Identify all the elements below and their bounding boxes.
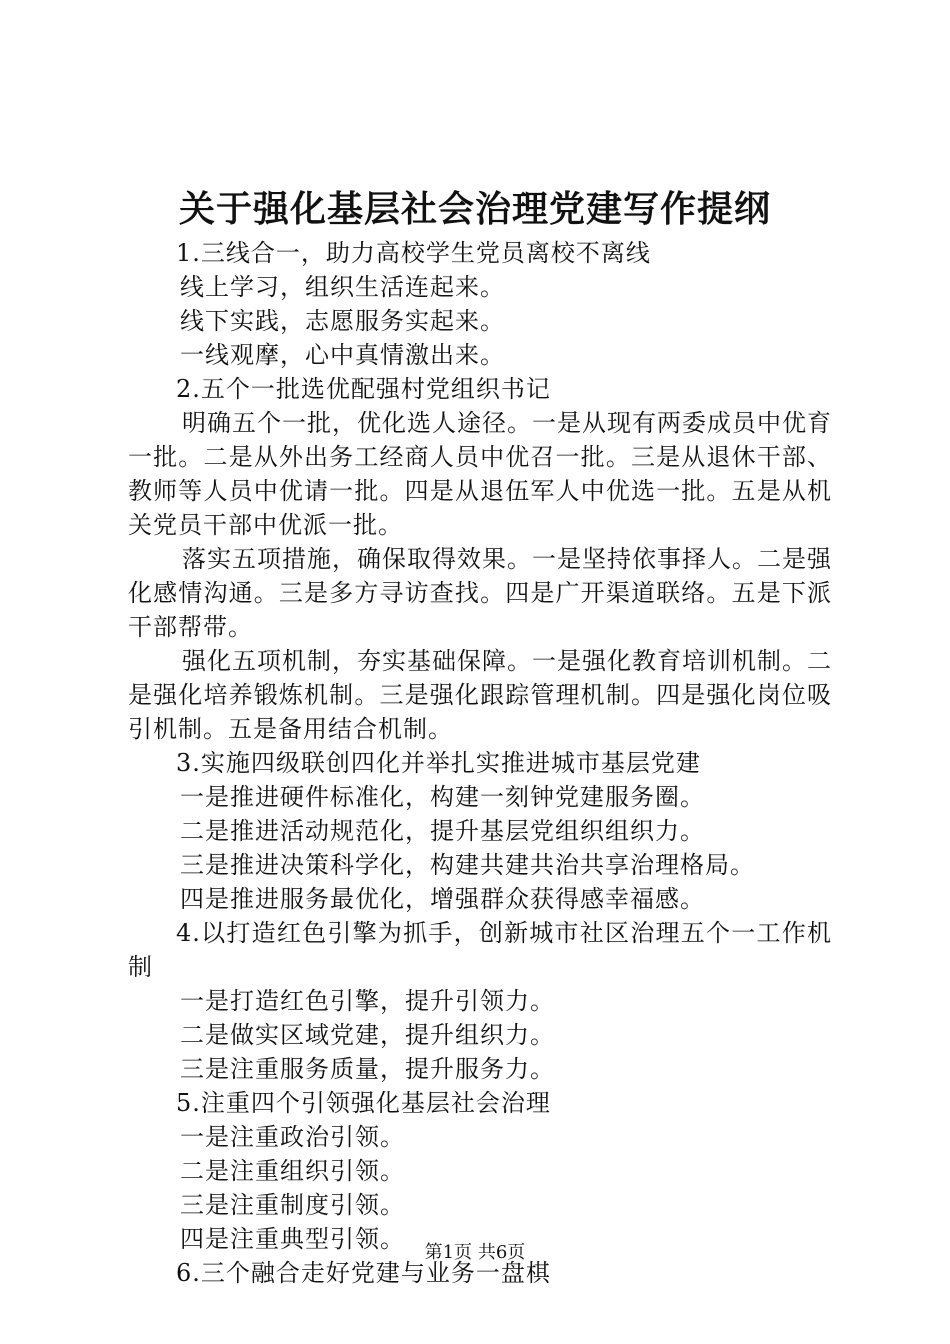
outline-item: 线下实践，志愿服务实起来。 [180, 307, 505, 335]
section-heading-5: 5.注重四个引领强化基层社会治理 [176, 1089, 551, 1117]
document-title: 关于强化基层社会治理党建写作提纲 [178, 188, 771, 230]
outline-item: 四是注重典型引领。 [180, 1225, 405, 1253]
section-heading-1: 1.三线合一，助力高校学生党员离校不离线 [176, 239, 651, 267]
outline-item: 二是推进活动规范化，提升基层党组织组织力。 [180, 817, 705, 845]
outline-item: 三是推进决策科学化，构建共建共治共享治理格局。 [180, 851, 755, 879]
outline-item: 二是注重组织引领。 [180, 1157, 405, 1185]
document-body [128, 236, 832, 1290]
outline-item: 三是注重服务质量，提升服务力。 [180, 1055, 555, 1083]
section-heading-3: 3.实施四级联创四化并举扎实推进城市基层党建 [176, 749, 701, 777]
outline-item: 二是做实区域党建，提升组织力。 [180, 1021, 555, 1049]
outline-item: 一线观摩，心中真情激出来。 [180, 341, 505, 369]
body-paragraph: 明确五个一批，优化选人途径。一是从现有两委成员中优育一批。二是从外出务工经商人员中优召一批。三是从退休干部、教师等人员中优请一批。四是从退伍军人中优选一批。五是从机关党员干部中优派一批。 [128, 409, 832, 539]
page-number-footer: 第1页 共6页 [424, 1242, 526, 1263]
body-paragraph: 强化五项机制，夯实基础保障。一是强化教育培训机制。二是强化培养锻炼机制。三是强化跟踪管理机制。四是强化岗位吸引机制。五是备用结合机制。 [128, 647, 832, 743]
section-heading-2: 2.五个一批选优配强村党组织书记 [176, 375, 551, 403]
body-paragraph: 落实五项措施，确保取得效果。一是坚持依事择人。二是强化感情沟通。三是多方寻访查找。四是广开渠道联络。五是下派干部帮带。 [128, 545, 832, 641]
section-heading-4: 4.以打造红色引擎为抓手，创新城市社区治理五个一工作机制 [128, 919, 832, 981]
outline-item: 线上学习，组织生活连起来。 [180, 273, 505, 301]
outline-item: 一是推进硬件标准化，构建一刻钟党建服务圈。 [180, 783, 705, 811]
section-heading-6: 6.三个融合走好党建与业务一盘棋 [176, 1259, 551, 1287]
outline-item: 三是注重制度引领。 [180, 1191, 405, 1219]
outline-item: 一是注重政治引领。 [180, 1123, 405, 1151]
outline-item: 四是推进服务最优化，增强群众获得感幸福感。 [180, 885, 705, 913]
outline-item: 一是打造红色引擎，提升引领力。 [180, 987, 555, 1015]
